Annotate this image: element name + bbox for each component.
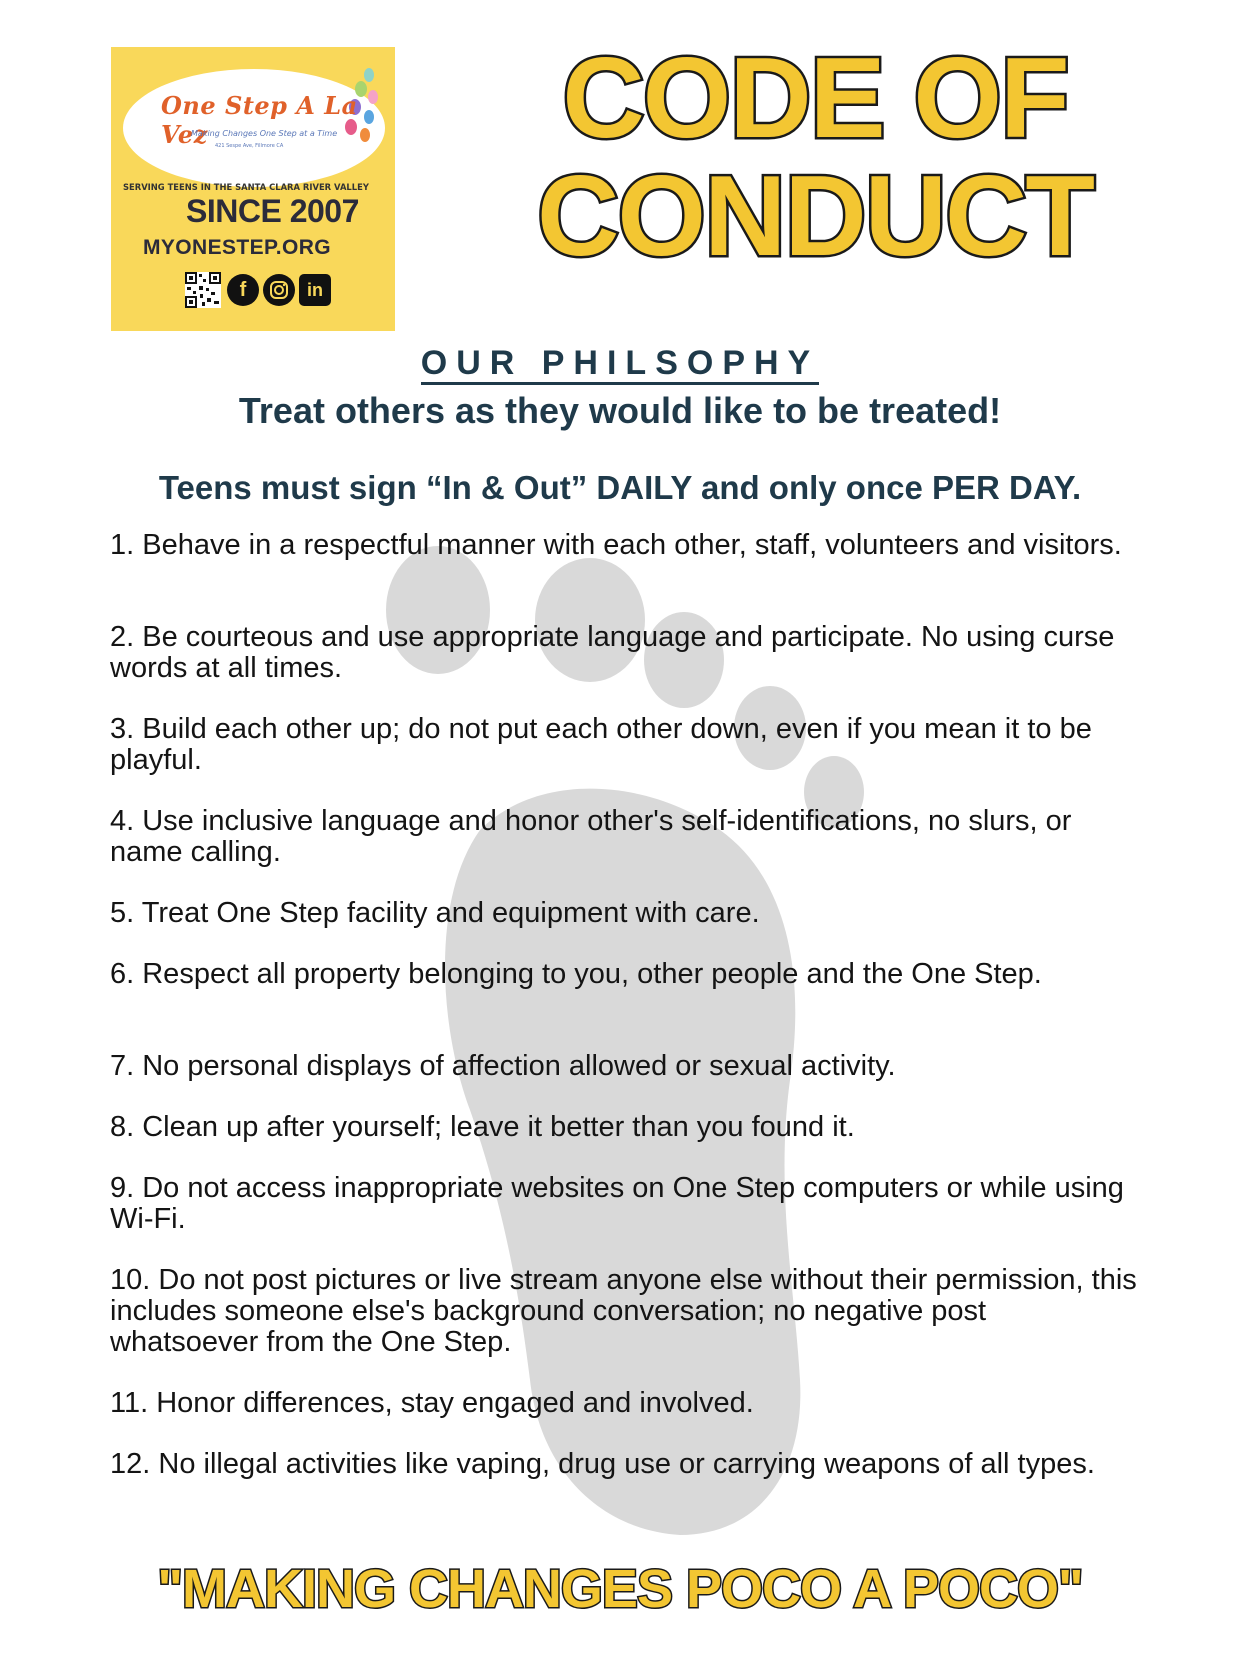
title-line-1: CODE OF [562, 35, 1068, 162]
rule-item: 11. Honor differences, stay engaged and involved. [110, 1387, 754, 1419]
logo-serving-text: SERVING TEENS IN THE SANTA CLARA RIVER VALLEY [123, 182, 369, 192]
website-url: MYONESTEP.ORG [143, 236, 332, 259]
rule-item: 10. Do not post pictures or live stream anyone else without their permission, this includes someone else's background conversation; no negative post whatsoever from the One Step. [110, 1264, 1137, 1358]
rule-item: 9. Do not access inappropriate websites on One Step computers or while using Wi-Fi. [110, 1172, 1124, 1235]
page-title [410, 35, 1220, 280]
instagram-icon [263, 274, 295, 306]
philosophy-heading-text: OUR PHILSOPHY [421, 344, 819, 385]
rule-item: 8. Clean up after yourself; leave it better than you found it. [110, 1111, 855, 1143]
rule-item: 5. Treat One Step facility and equipment with care. [110, 897, 760, 929]
motto: "MAKING CHANGES POCO A POCO" [157, 1559, 1083, 1619]
rule-item: 2. Be courteous and use appropriate language and participate. No using curse words at all times. [110, 621, 1115, 684]
title-line-2: CONDUCT [537, 153, 1093, 280]
rule-item: 1. Behave in a respectful manner with each other, staff, volunteers and visitors. [110, 529, 1122, 561]
rule-item: 3. Build each other up; do not put each other down, even if you mean it to be playful. [110, 713, 1092, 776]
philosophy-heading [0, 344, 1240, 383]
linkedin-icon: in [299, 274, 331, 306]
signin-notice: Teens must sign “In & Out” DAILY and only once PER DAY. [158, 469, 1082, 506]
logo-address: 421 Sespe Ave, Fillmore CA [215, 143, 284, 149]
rule-item: 7. No personal displays of affection allowed or sexual activity. [110, 1050, 896, 1082]
qr-code-icon [185, 272, 221, 308]
philosophy-statement: Treat others as they would like to be treated! [238, 390, 1002, 431]
organization-logo [111, 47, 395, 331]
facebook-icon: f [227, 274, 259, 306]
rule-item: 6. Respect all property belonging to you, other people and the One Step. [110, 958, 1042, 990]
rule-item: 4. Use inclusive language and honor other's self-identifications, no slurs, or name calling. [110, 805, 1072, 868]
logo-since-text: SINCE 2007 [186, 193, 359, 229]
rule-item: 12. No illegal activities like vaping, drug use or carrying weapons of all types. [110, 1448, 1095, 1480]
logo-tagline: Making Changes One Step at a Time [191, 129, 338, 138]
logo-name: One Step A La Vez [161, 91, 358, 149]
